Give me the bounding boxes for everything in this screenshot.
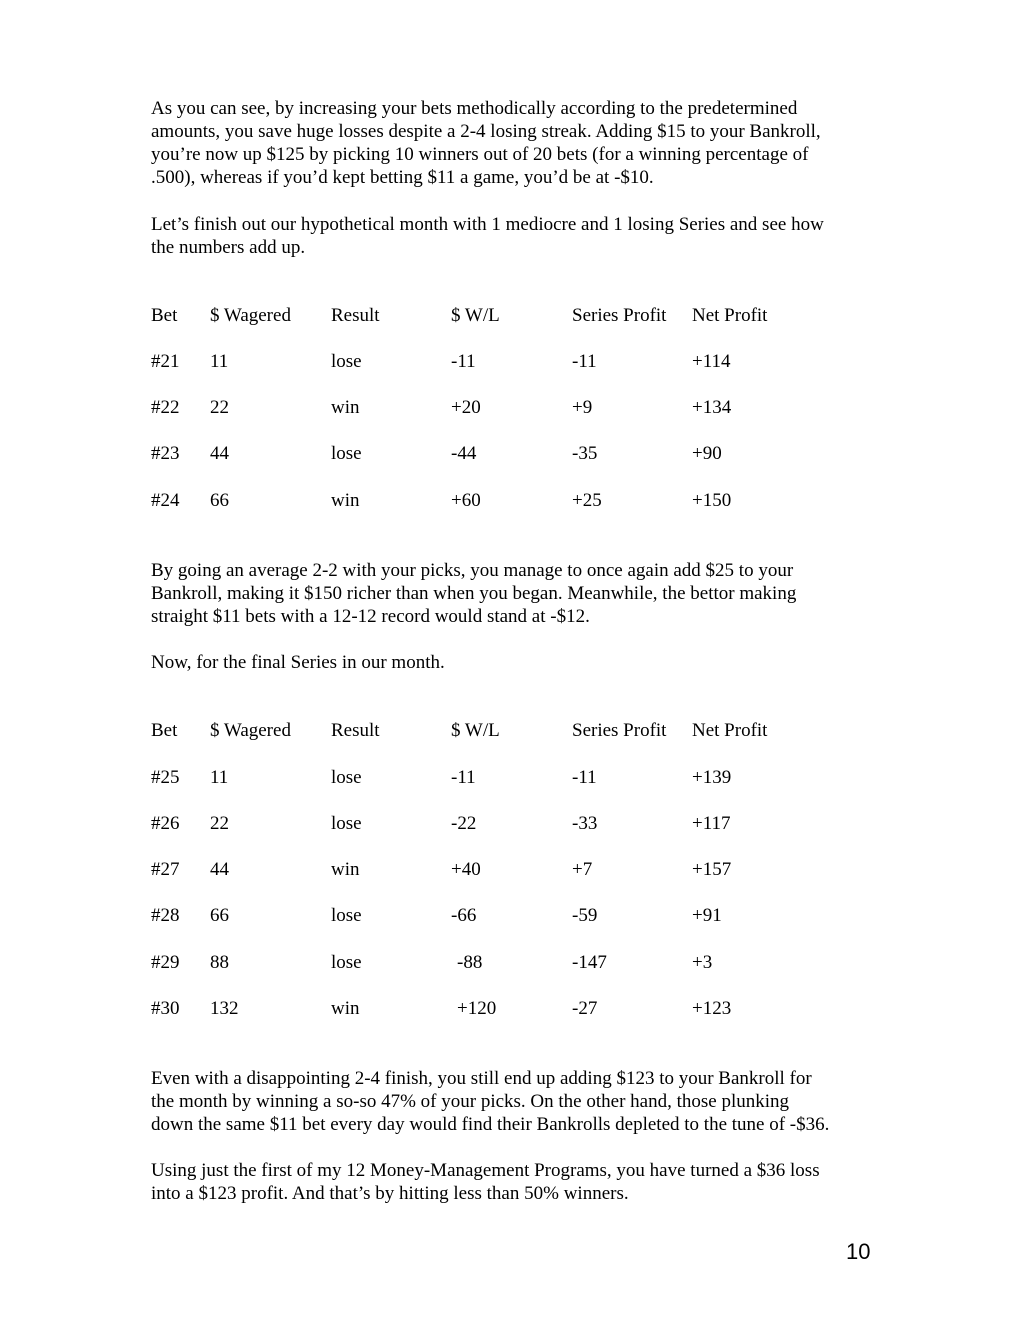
table-header-cell: Bet [151,720,178,741]
table-cell: win [331,490,360,511]
table-cell: #28 [151,905,180,926]
table-cell: 88 [210,952,229,973]
table-header-cell: Net Profit [692,305,768,326]
table-row [151,351,851,375]
table-cell: 132 [210,998,239,1019]
paragraph-line: As you can see, by increasing your bets methodically according to the predetermined [151,98,798,119]
table-cell: #22 [151,397,180,418]
paragraph-line: Even with a disappointing 2-4 finish, you still end up adding $123 to your Bankroll for [151,1068,812,1089]
table-row [151,767,851,791]
paragraph-month-summary [151,1067,881,1136]
paragraph-intro [151,97,881,189]
paragraph-final-series [151,651,881,674]
table-cell: win [331,998,360,1019]
table-cell: -59 [572,905,598,926]
table-cell: lose [331,443,362,464]
paragraph-line: Bankroll, making it $150 richer than when you began. Meanwhile, the bettor making [151,583,797,604]
table-cell: +20 [451,397,481,418]
page-number: 10 [846,1239,871,1264]
table-cell: -88 [457,952,483,973]
table-cell: +25 [572,490,602,511]
table-row [151,998,851,1022]
table-cell: #25 [151,767,180,788]
table-header-row [151,720,851,744]
table-cell: -27 [572,998,598,1019]
table-header-row [151,305,851,329]
table-cell: 22 [210,813,229,834]
table-cell: #21 [151,351,180,372]
table-row [151,859,851,883]
table-cell: #27 [151,859,180,880]
table-header-cell: $ Wagered [210,305,291,326]
table-header-cell: Result [331,720,380,741]
table-cell: +120 [457,998,497,1019]
table-cell: +40 [451,859,481,880]
paragraph-line: By going an average 2-2 with your picks, you manage to once again add $25 to your [151,560,794,581]
table-cell: 11 [210,351,229,372]
table-row [151,397,851,421]
table-cell: +60 [451,490,481,511]
paragraph-line: .500), whereas if you’d kept betting $11 a game, you’d be at -$10. [151,167,654,188]
table-header-cell: $ Wagered [210,720,291,741]
table-cell: +91 [692,905,722,926]
table-cell: -44 [451,443,477,464]
table-cell: win [331,859,360,880]
table-row [151,490,851,514]
table-header-cell: Bet [151,305,178,326]
paragraph-line: down the same $11 bet every day would find their Bankrolls depleted to the tune of -$36. [151,1114,830,1135]
table-cell: #26 [151,813,180,834]
table-cell: +150 [692,490,732,511]
table-cell: 66 [210,490,229,511]
table-header-cell: Result [331,305,380,326]
table-cell: #24 [151,490,180,511]
table-cell: 22 [210,397,229,418]
table-cell: -66 [451,905,477,926]
paragraph-line: the numbers add up. [151,237,306,258]
paragraph-line: amounts, you save huge losses despite a 2-4 losing streak. Adding $15 to your Bankroll, [151,121,821,142]
table-cell: #30 [151,998,180,1019]
paragraph-conclusion [151,1159,881,1205]
table-row [151,952,851,976]
table-cell: 44 [210,443,229,464]
table-cell: lose [331,767,362,788]
paragraph-series-result [151,559,881,628]
table-cell: -33 [572,813,598,834]
table-cell: lose [331,905,362,926]
table-cell: +157 [692,859,732,880]
table-cell: 44 [210,859,229,880]
paragraph-line: the month by winning a so-so 47% of your picks. On the other hand, those plunking [151,1091,790,1112]
table-cell: -11 [451,767,476,788]
paragraph-line: straight $11 bets with a 12-12 record would stand at -$12. [151,606,590,627]
table-cell: -22 [451,813,477,834]
table-header-cell: $ W/L [451,305,500,326]
table-cell: -11 [572,767,597,788]
table-cell: +114 [692,351,731,372]
paragraph-line: Now, for the final Series in our month. [151,652,445,673]
table-row [151,443,851,467]
table-cell: 66 [210,905,229,926]
table-cell: win [331,397,360,418]
table-cell: #29 [151,952,180,973]
table-cell: +134 [692,397,732,418]
table-cell: 11 [210,767,229,788]
table-cell: +7 [572,859,593,880]
table-cell: -11 [572,351,597,372]
paragraph-line: into a $123 profit. And that’s by hitting less than 50% winners. [151,1183,629,1204]
table-cell: +139 [692,767,732,788]
table-cell: lose [331,952,362,973]
table-header-cell: Net Profit [692,720,768,741]
table-cell: #23 [151,443,180,464]
table-row [151,905,851,929]
table-cell: +123 [692,998,732,1019]
table-cell: lose [331,813,362,834]
table-cell: +9 [572,397,593,418]
table-cell: -35 [572,443,598,464]
table-header-cell: Series Profit [572,305,667,326]
table-cell: -147 [572,952,607,973]
table-cell: +90 [692,443,722,464]
table-row [151,813,851,837]
paragraph-line: Using just the first of my 12 Money-Management Programs, you have turned a $36 loss [151,1160,820,1181]
paragraph-line: you’re now up $125 by picking 10 winners out of 20 bets (for a winning percentage of [151,144,809,165]
table-cell: -11 [451,351,476,372]
table-cell: +3 [692,952,713,973]
paragraph-line: Let’s finish out our hypothetical month with 1 mediocre and 1 losing Series and see how [151,214,824,235]
table-header-cell: Series Profit [572,720,667,741]
paragraph-finish-month [151,213,881,259]
table-cell: +117 [692,813,731,834]
table-header-cell: $ W/L [451,720,500,741]
table-cell: lose [331,351,362,372]
